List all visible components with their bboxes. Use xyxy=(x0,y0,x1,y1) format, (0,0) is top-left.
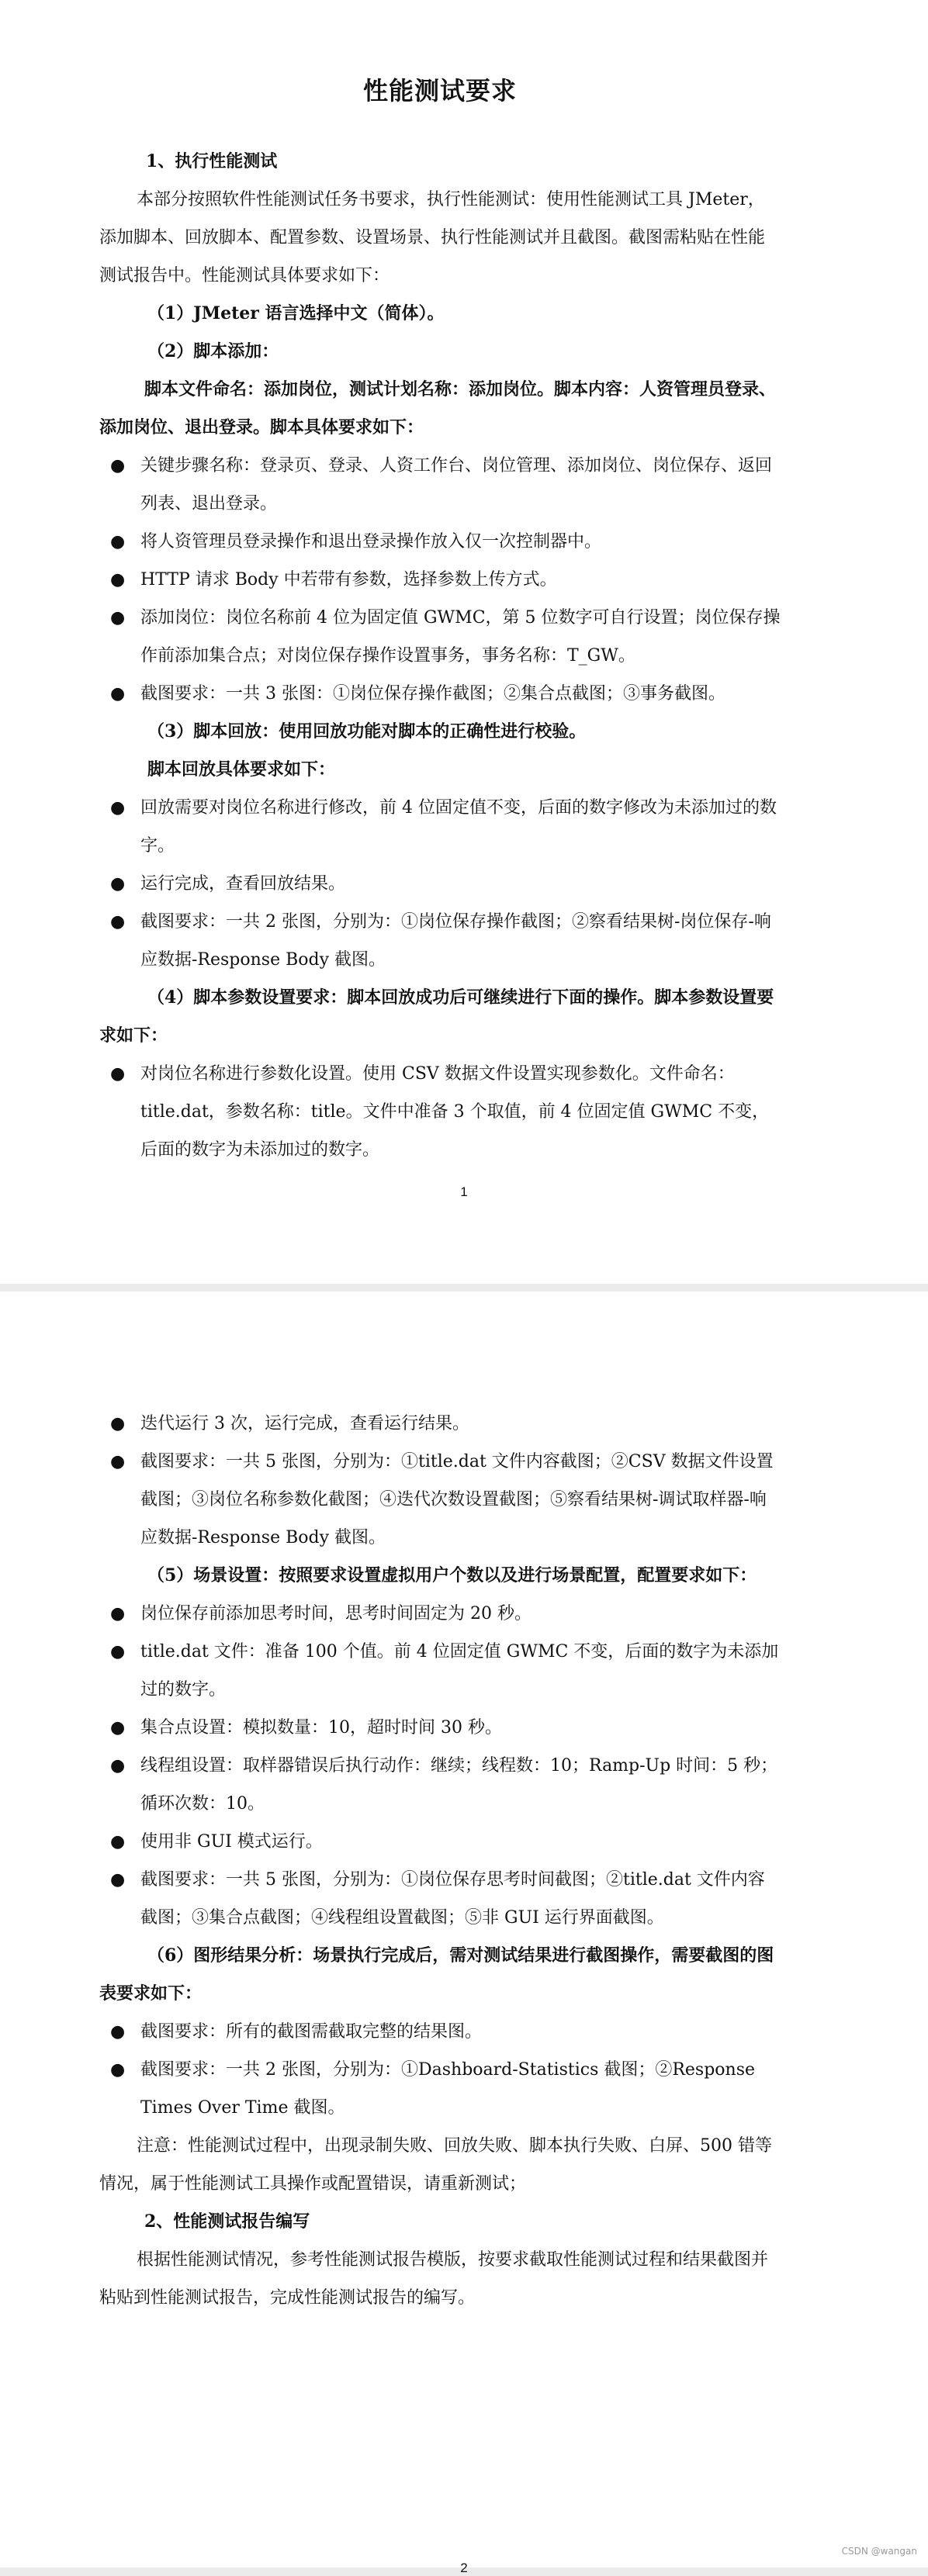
list-item: ● 迭代运行 3 次，运行完成，查看运行结果。 xyxy=(99,1405,781,1443)
subsection-5-list xyxy=(99,1595,781,1937)
page-number: 2 xyxy=(460,2560,468,2575)
list-item: ● 线程组设置：取样器错误后执行动作：继续；线程数：10；Ramp-Up 时间：5 秒；循环次数：10。 xyxy=(99,1747,781,1823)
watermark: CSDN @wangan xyxy=(841,2546,917,2557)
list-item: ● 运行完成，查看回放结果。 xyxy=(99,865,781,903)
list-item: ● 截图要求：一共 3 张图：①岗位保存操作截图；②集合点截图；③事务截图。 xyxy=(99,675,781,713)
list-item: ● 岗位保存前添加思考时间，思考时间固定为 20 秒。 xyxy=(99,1595,781,1633)
subsection-5: （5）场景设置：按照要求设置虚拟用户个数以及进行场景配置，配置要求如下： xyxy=(147,1565,757,1585)
bullet-icon: ● xyxy=(110,1718,126,1738)
bullet-icon: ● xyxy=(110,608,126,628)
section-2-heading: 2、性能测试报告编写 xyxy=(144,2211,310,2232)
bullet-icon: ● xyxy=(110,532,126,552)
subsection-4-list xyxy=(99,1055,781,1169)
list-item: ● 使用非 GUI 模式运行。 xyxy=(99,1823,781,1861)
document-title: 性能测试要求 xyxy=(362,76,517,105)
bullet-icon: ● xyxy=(110,1604,126,1623)
list-item: ● 截图要求：一共 2 张图，分别为：①岗位保存操作截图；②察看结果树-岗位保存-响应数据-Response Body 截图。 xyxy=(99,903,781,979)
subsection-1: （1）JMeter 语言选择中文（简体）。 xyxy=(147,303,445,323)
page-number: 1 xyxy=(460,1184,468,1199)
bullet-icon: ● xyxy=(110,1642,126,1661)
bullet-icon: ● xyxy=(110,1832,126,1852)
bullet-icon: ● xyxy=(110,874,126,894)
subsection-3-desc: 脚本回放具体要求如下： xyxy=(147,759,336,780)
list-item: ● HTTP 请求 Body 中若带有参数，选择参数上传方式。 xyxy=(99,561,781,599)
bullet-icon: ● xyxy=(110,2060,126,2080)
subsection-2-desc: 脚本文件命名：添加岗位，测试计划名称：添加岗位。脚本内容：人资管理员登录、添加岗位、退出登录。脚本具体要求如下： xyxy=(99,379,777,437)
list-item: ● 集合点设置：模拟数量：10，超时时间 30 秒。 xyxy=(99,1709,781,1747)
bullet-icon: ● xyxy=(110,1064,126,1084)
list-item: ● 对岗位名称进行参数化设置。使用 CSV 数据文件设置实现参数化。文件命名：title.dat，参数名称：title。文件中准备 3 个取值，前 4 位固定值 GWMC 不变，后面的数字为未添加过的数字。 xyxy=(99,1055,781,1169)
bullet-icon: ● xyxy=(110,1452,126,1471)
subsection-2-list xyxy=(99,447,781,713)
note-paragraph: 注意：性能测试过程中，出现录制失败、回放失败、脚本执行失败、白屏、500 错等情况，属于性能测试工具操作或配置错误，请重新测试； xyxy=(99,2136,772,2194)
bullet-icon: ● xyxy=(110,684,126,704)
bullet-icon: ● xyxy=(110,798,126,818)
bullet-icon: ● xyxy=(110,2022,126,2042)
list-item: ● 关键步骤名称：登录页、登录、人资工作台、岗位管理、添加岗位、岗位保存、返回列表、退出登录。 xyxy=(99,447,781,523)
list-item: ● 截图要求：一共 2 张图，分别为：①Dashboard-Statistics 截图；②Response Times Over Time 截图。 xyxy=(99,2051,781,2127)
bullet-icon: ● xyxy=(110,456,126,475)
subsection-3-list xyxy=(99,789,781,979)
subsection-6: （6）图形结果分析：场景执行完成后，需对测试结果进行截图操作，需要截图的图表要求如下： xyxy=(99,1945,774,2004)
document-page-1 xyxy=(0,0,928,1284)
list-item: ● 将人资管理员登录操作和退出登录操作放入仅一次控制器中。 xyxy=(99,523,781,561)
list-item: ● 截图要求：一共 5 张图，分别为：①title.dat 文件内容截图；②CSV 数据文件设置截图；③岗位名称参数化截图；④迭代次数设置截图；⑤察看结果树-调试取样器-响应数据-Response Body 截图。 xyxy=(99,1443,781,1557)
section-2-body: 根据性能测试情况，参考性能测试报告模版，按要求截取性能测试过程和结果截图并粘贴到性能测试报告，完成性能测试报告的编写。 xyxy=(99,2250,769,2308)
bullet-icon: ● xyxy=(110,1870,126,1890)
section-1-intro: 本部分按照软件性能测试任务书要求，执行性能测试：使用性能测试工具 JMeter，添加脚本、回放脚本、配置参数、设置场景、执行性能测试并且截图。截图需粘贴在性能测试报告中。性能测试具体要求如下： xyxy=(99,190,766,285)
subsection-3: （3）脚本回放：使用回放功能对脚本的正确性进行校验。 xyxy=(147,721,587,742)
subsection-2: （2）脚本添加： xyxy=(147,341,279,361)
list-item: ● 截图要求：一共 5 张图，分别为：①岗位保存思考时间截图；②title.dat 文件内容截图；③集合点截图；④线程组设置截图；⑤非 GUI 运行界面截图。 xyxy=(99,1861,781,1937)
subsection-4: （4）脚本参数设置要求：脚本回放成功后可继续进行下面的操作。脚本参数设置要求如下： xyxy=(99,987,774,1046)
subsection-6-list xyxy=(99,2013,781,2127)
bullet-icon: ● xyxy=(110,1756,126,1776)
document-page-2 xyxy=(0,1291,928,2575)
list-item: ● 添加岗位：岗位名称前 4 位为固定值 GWMC，第 5 位数字可自行设置；岗位保存操作前添加集合点；对岗位保存操作设置事务，事务名称：T_GW。 xyxy=(99,599,781,675)
section-1-heading: 1、执行性能测试 xyxy=(146,151,278,171)
list-item: ● 截图要求：所有的截图需截取完整的结果图。 xyxy=(99,2013,781,2051)
bullet-icon: ● xyxy=(110,570,126,590)
list-item: ● title.dat 文件：准备 100 个值。前 4 位固定值 GWMC 不变，后面的数字为未添加过的数字。 xyxy=(99,1633,781,1709)
bullet-icon: ● xyxy=(110,912,126,932)
bullet-icon: ● xyxy=(110,1414,126,1433)
subsection-4-list-continued xyxy=(99,1405,781,1557)
list-item: ● 回放需要对岗位名称进行修改，前 4 位固定值不变，后面的数字修改为未添加过的数字。 xyxy=(99,789,781,865)
